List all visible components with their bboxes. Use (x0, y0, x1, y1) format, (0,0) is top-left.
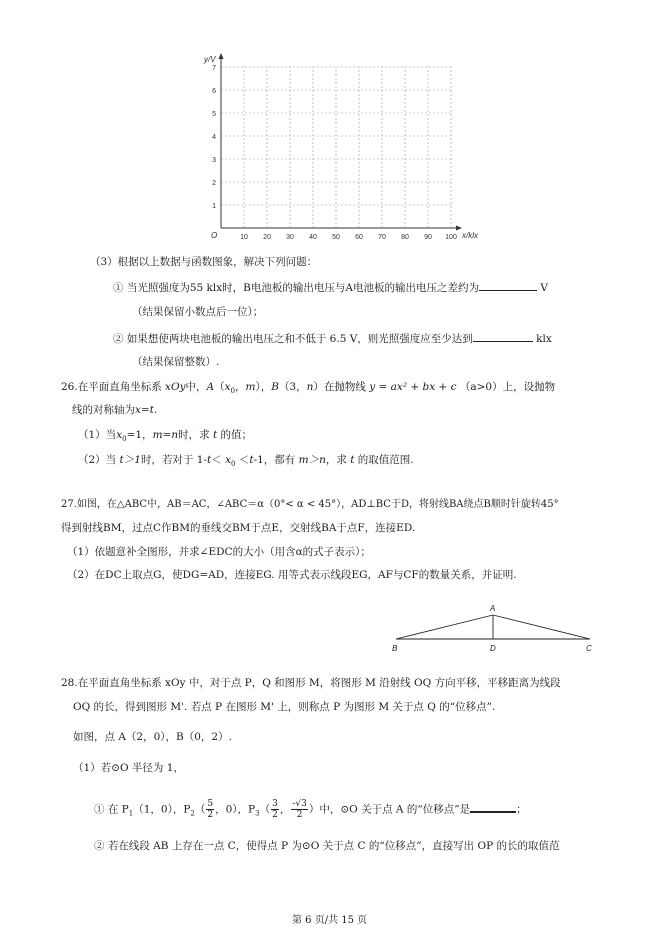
axis-equation: x=t. (135, 404, 158, 416)
numerator: -√3 (292, 799, 307, 809)
text: 在平面直角坐标系 (77, 381, 162, 393)
condition: m＞n (298, 454, 326, 466)
x-tick-label: 100 (445, 234, 457, 241)
problem-28-question-1 (94, 799, 527, 822)
origin-label: O (211, 231, 218, 240)
numerator: 3 (272, 799, 278, 809)
part3-q1-unit: V (540, 282, 548, 294)
x0: x (225, 454, 232, 466)
part3-q1-note: （结果保留小数点后一位）； (132, 306, 264, 318)
denominator: 2 (207, 810, 214, 820)
text: 时，若对于 1- (140, 454, 208, 466)
x-tick-label: 80 (401, 234, 409, 241)
x-tick-label: 10 (240, 234, 248, 241)
triangle-figure (388, 600, 603, 656)
text: ，求 (325, 454, 347, 466)
y-tick-label: 5 (212, 111, 216, 118)
page-footer: 第 6 页/共 15 页 (292, 915, 368, 926)
x-tick-label: 30 (286, 234, 294, 241)
fraction (206, 799, 214, 820)
text: ）中，⊙O 关于点 A 的“位移点”是 (308, 803, 471, 816)
segment-ab (396, 615, 493, 639)
condition: t＞1 (119, 454, 141, 466)
problem-28-line-4: （1）若⊙O 半径为 1， (73, 762, 184, 774)
x-tick-label: 20 (263, 234, 271, 241)
part3-question-2 (113, 330, 552, 347)
circled-number: ① (94, 803, 105, 816)
text: ＜ (211, 454, 222, 466)
label-c: C (586, 644, 592, 653)
answer-blank[interactable] (473, 330, 533, 342)
text: （a>0）上，设抛物 (459, 381, 556, 393)
text: 在 P (107, 803, 129, 816)
text: 的值； (220, 429, 253, 441)
y-tick-labels (212, 65, 216, 210)
text: （2）当 (78, 454, 117, 466)
text: （ (259, 803, 271, 816)
x-axis-arrow (456, 226, 462, 231)
point-b: B (271, 381, 279, 393)
text: ＜ (238, 454, 250, 466)
var-t: t (207, 454, 212, 466)
problem-28-line-1: 28.在平面直角坐标系 xOy 中，对于点 P，Q 和图形 M，将图形 M 沿射线 OQ 方向平移，平移距离为线段 (61, 677, 561, 689)
label-d: D (490, 644, 496, 653)
denominator: 2 (296, 810, 303, 820)
problem-28-question-2 (94, 838, 559, 854)
x-axis-label: x/klx (462, 231, 478, 240)
subscript: 1 (128, 809, 134, 818)
part3-q2-note: （结果保留整数）. (132, 356, 220, 368)
text: 中， (185, 381, 207, 393)
segment-ac (493, 615, 590, 639)
parabola-equation: y = ax² + bx + c (369, 381, 457, 393)
x-tick-label: 50 (332, 234, 340, 241)
y-tick-label: 2 (212, 180, 216, 187)
text: 在抛物线 (323, 381, 366, 393)
problem-number: 26. (61, 381, 78, 393)
circled-number: ② (94, 840, 105, 852)
x0: x (116, 429, 123, 441)
y-tick-label: 1 (212, 203, 216, 210)
subscript: 0 (230, 387, 235, 396)
problem-26-line-2 (72, 402, 157, 418)
var-m: m (245, 381, 256, 393)
text: -1，都有 (253, 454, 296, 466)
coord-system: xOy (165, 381, 186, 393)
part3-q1-text: 当光照强度为55 klx时，B电池板的输出电压与A电池板的输出电压之差约为 (126, 282, 479, 294)
part3-q2-number: ② (113, 333, 124, 345)
text: （ (194, 803, 206, 816)
answer-blank[interactable] (479, 279, 537, 291)
part3-intro: （3）根据以上数据与函数图象，解决下列问题： (90, 256, 318, 268)
numerator: 5 (207, 799, 214, 809)
label-a: A (490, 604, 496, 613)
subscript: 0 (122, 435, 127, 444)
text: （1）当 (78, 429, 117, 441)
var-t: t (350, 454, 355, 466)
problem-27-sub-1: （1）依题意补全图形，并求∠EDC的大小（用含α的式子表示）； (67, 546, 371, 558)
problem-28-line-2: OQ 的长，得到图形 M'. 若点 P 在图形 M' 上，则称点 P 为图形 M 关于点 Q 的“位移点”. (73, 701, 496, 713)
text: ， (279, 803, 291, 816)
problem-27-sub-2: （2）在DC上取点G，使DG=AD，连接EG. 用等式表示线段EG，AF与CF的数量关系，并证明. (67, 569, 517, 581)
problem-26-line-1: 26.在平面直角坐标系 xOy中，$A(x_0$，m），B（3，n）在抛物线 y = ax² + bx + c （a>0）上，设抛物 (61, 381, 556, 396)
fraction (271, 799, 279, 820)
subscript: 2 (190, 809, 195, 818)
y-tick-label: 4 (212, 134, 216, 141)
var-n: n (306, 381, 314, 393)
point-a: A (206, 381, 215, 393)
answer-blank[interactable] (470, 800, 516, 813)
y-axis-arrow (219, 53, 224, 59)
text: 若在线段 AB 上存在一点 C，使得点 P 为⊙O 关于点 C 的“位移点”，直接写出 OP 的长的取值范 (107, 840, 560, 852)
denominator: 2 (272, 810, 278, 820)
part3-q2-text: 如果想使两块电池板的输出电压之和不低于 6.5 V，则光照强度应至少达到 (126, 333, 473, 345)
label-b: B (392, 644, 398, 653)
grid-lines (221, 67, 451, 228)
x-tick-label: 40 (309, 234, 317, 241)
problem-26-sub-2 (78, 452, 414, 472)
text: ，0），P (215, 803, 256, 816)
text: 线的对称轴为 (72, 404, 135, 416)
problem-27-line-2: 得到射线BM，过点C作BM的垂线交BM于点E，交射线BA于点F，连接ED. (61, 522, 416, 534)
text: （1，0），P (133, 803, 191, 816)
var-t: t (212, 429, 218, 441)
x-tick-label: 60 (355, 234, 363, 241)
var-t: t (249, 454, 254, 466)
text: 的取值范围. (357, 454, 414, 466)
text: =1， (126, 429, 153, 441)
x-tick-labels (240, 234, 457, 241)
x-tick-label: 90 (424, 234, 432, 241)
part3-question-1 (113, 279, 548, 296)
problem-27-line-1: 27.如图，在△ABC中，AB＝AC，∠ABC＝α（0°< α < 45°），AD⊥BC于D，将射线BA绕点B顺时针旋转45° (61, 499, 559, 510)
part3-q1-number: ① (113, 282, 124, 294)
part3-q2-unit: klx (536, 333, 552, 345)
subscript: 3 (255, 809, 260, 818)
y-tick-label: 3 (212, 157, 216, 164)
x0: x (224, 381, 231, 393)
text: ； (516, 803, 527, 816)
problem-26-sub-1 (78, 427, 252, 447)
x-tick-label: 70 (378, 234, 386, 241)
subscript: 0 (231, 460, 236, 469)
fraction (291, 799, 308, 820)
y-tick-label: 7 (212, 65, 216, 72)
text: 时，求 (178, 429, 210, 441)
y-axis-label: y/V (204, 55, 216, 64)
problem-28-line-3: 如图，点 A（2，0），B（0，2）. (73, 731, 232, 743)
coordinate-grid (196, 50, 496, 245)
condition: m=n (152, 429, 179, 441)
y-tick-label: 6 (212, 88, 216, 95)
